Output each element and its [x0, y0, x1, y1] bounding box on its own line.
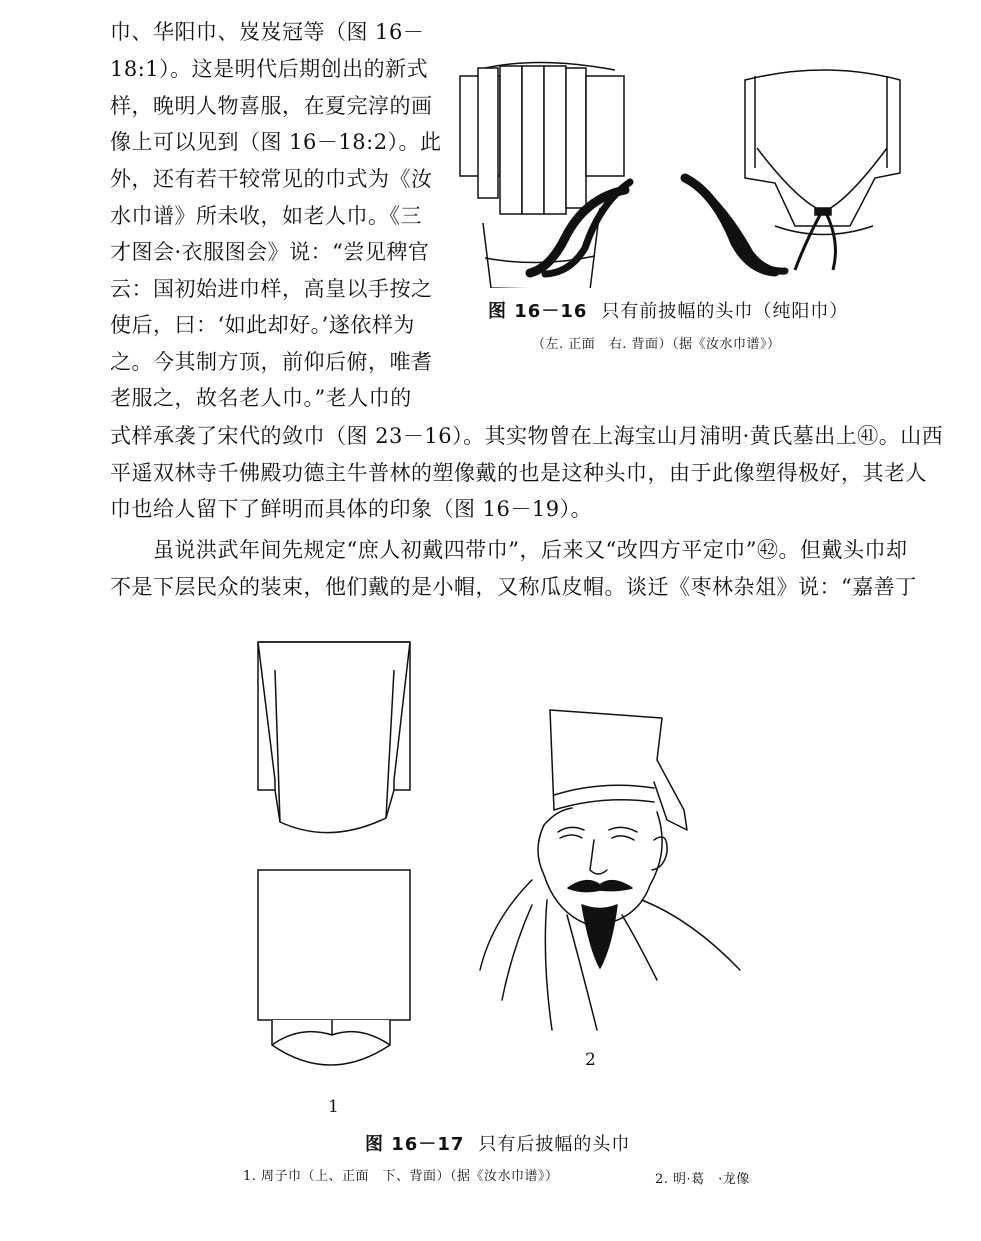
- text-line: 才图会·衣服图会》说：“尝见稗官: [110, 240, 430, 264]
- figure-title: 只有后披幅的头巾: [478, 1134, 631, 1155]
- text-line: 巾、华阳巾、岌岌冠等（图 16－: [110, 20, 425, 44]
- text-line: 老服之，故名老人巾。”老人巾的: [110, 386, 412, 410]
- figure-16-16-drawing: [455, 58, 905, 288]
- text-line: 巾也给人留下了鲜明而具体的印象（图 16－19）。: [110, 497, 593, 521]
- figure-title: 只有前披幅的头巾（纯阳巾）: [601, 301, 849, 322]
- text-line: 水巾谱》所未收，如老人巾。《三: [110, 204, 422, 228]
- text-line: 之。今其制方顶，前仰后俯，唯耆: [110, 350, 433, 374]
- text-line: 式样承袭了宋代的敛巾（图 23－16）。其实物曾在上海宝山月浦明·黄氏墓出上㊶。山西: [110, 424, 944, 448]
- text-line: 平遥双林寺千佛殿功德主牛普林的塑像戴的也是这种头巾，由于此像塑得极好，其老人: [110, 461, 927, 485]
- figure-16-17-label-2: 2: [585, 1050, 596, 1070]
- figure-16-17-subcaption-2: 2. 明·葛 ·龙像: [655, 1172, 750, 1187]
- text-line: 外，还有若干较常见的巾式为《汝: [110, 167, 433, 191]
- figure-16-17-subcaption-1: 1. 周子巾（上、正面 下、背面）（据《汝水巾谱》）: [243, 1169, 559, 1184]
- text-line: 样，晚明人物喜服，在夏完淳的画: [110, 94, 433, 118]
- figure-16-17-drawing-2: [472, 700, 762, 1040]
- figure-number: 图 16－17: [365, 1134, 465, 1155]
- text-line: 像上可以见到（图 16－18:2）。此: [110, 130, 442, 154]
- figure-16-17-label-1: 1: [328, 1097, 339, 1117]
- figure-number: 图 16－16: [488, 301, 588, 322]
- figure-16-17-drawing-1: [240, 630, 420, 1085]
- text-line: 不是下层民众的装束，他们戴的是小帽，又称瓜皮帽。谈迁《枣林杂俎》说：“嘉善丁: [110, 575, 917, 599]
- text-line: 云：国初始进巾样，高皇以手按之: [110, 277, 433, 301]
- text-line: 使后，曰：‘如此却好。’遂依样为: [110, 313, 415, 337]
- figure-16-16-caption: [488, 297, 848, 323]
- text-line: 虽说洪武年间先规定“庶人初戴四带巾”，后来又“改四方平定巾”㊷。但戴头巾却: [110, 538, 908, 562]
- figure-16-17-caption: [365, 1130, 630, 1156]
- text-line: 18:1）。这是明代后期创出的新式: [110, 57, 429, 81]
- figure-16-16-subcaption: （左. 正面 右. 背面）（据《汝水巾谱》）: [532, 337, 781, 352]
